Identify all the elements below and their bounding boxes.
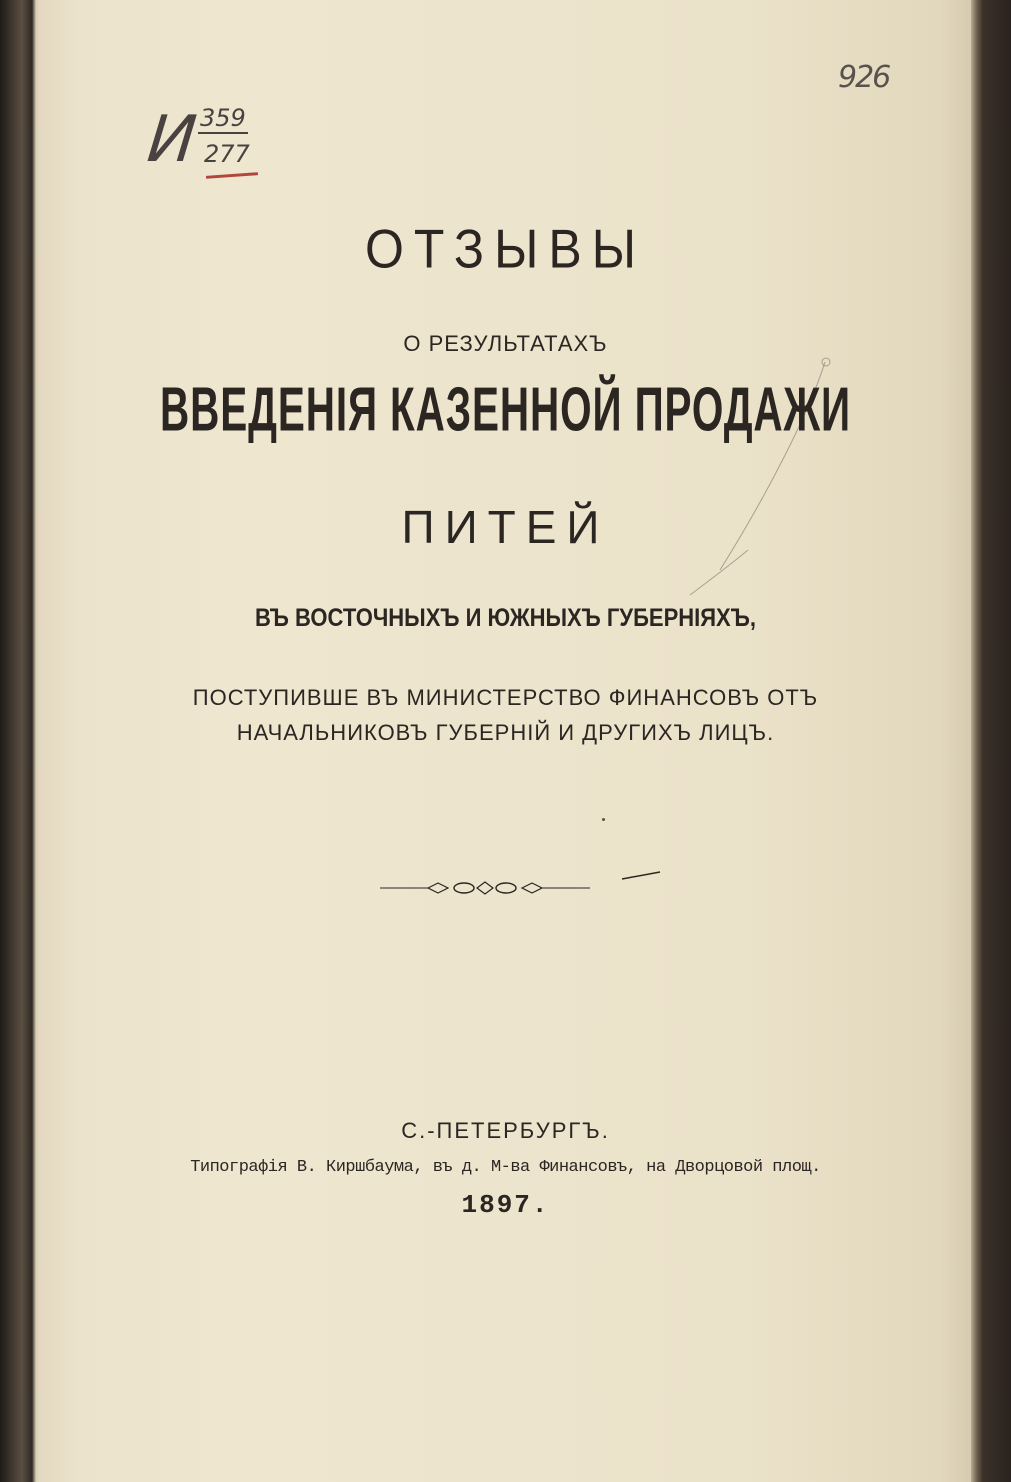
- imprint-year: 1897.: [461, 1190, 550, 1220]
- book-edge: [971, 0, 1011, 1482]
- bleed-through-text: [60, 646, 951, 661]
- ornament-divider: [380, 878, 590, 898]
- shelfmark-annotation: [144, 103, 268, 194]
- imprint-city: С.-ПЕТЕРБУРГЪ.: [401, 1118, 610, 1143]
- ink-stroke-mark: [620, 870, 662, 880]
- shelfmark-top-number: 359: [200, 104, 246, 132]
- shelfmark-bottom-number: 277: [204, 140, 250, 168]
- subtitle: О РЕЗУЛЬТАТАХЪ: [403, 331, 608, 356]
- imprint-printer: Типографія В. Киршбаума, въ д. М-ва Финансовъ, на Дворцовой площ.: [190, 1158, 821, 1177]
- headline-continuation: ПИТЕЙ: [401, 501, 610, 553]
- red-pencil-underline: [206, 172, 258, 179]
- intro-line-2: НАЧАЛЬНИКОВЪ ГУБЕРНІЙ И ДРУГИХЪ ЛИЦЪ.: [236, 720, 775, 745]
- book-binding: [0, 0, 40, 1482]
- corner-page-number: 926: [838, 60, 890, 95]
- headline: ВВЕДЕНІЯ КАЗЕННОЙ ПРОДАЖИ: [160, 373, 851, 445]
- shelfmark-letter: И: [144, 103, 200, 177]
- regions-line: ВЪ ВОСТОЧНЫХЪ И ЮЖНЫХЪ ГУБЕРНІЯХЪ,: [255, 603, 756, 632]
- intro-line-1: ПОСТУПИВШЕ ВЪ МИНИСТЕРСТВО ФИНАНСОВЪ ОТЪ: [192, 685, 819, 710]
- page-title: ОТЗЫВЫ: [365, 218, 646, 280]
- paper-speck: [602, 818, 605, 821]
